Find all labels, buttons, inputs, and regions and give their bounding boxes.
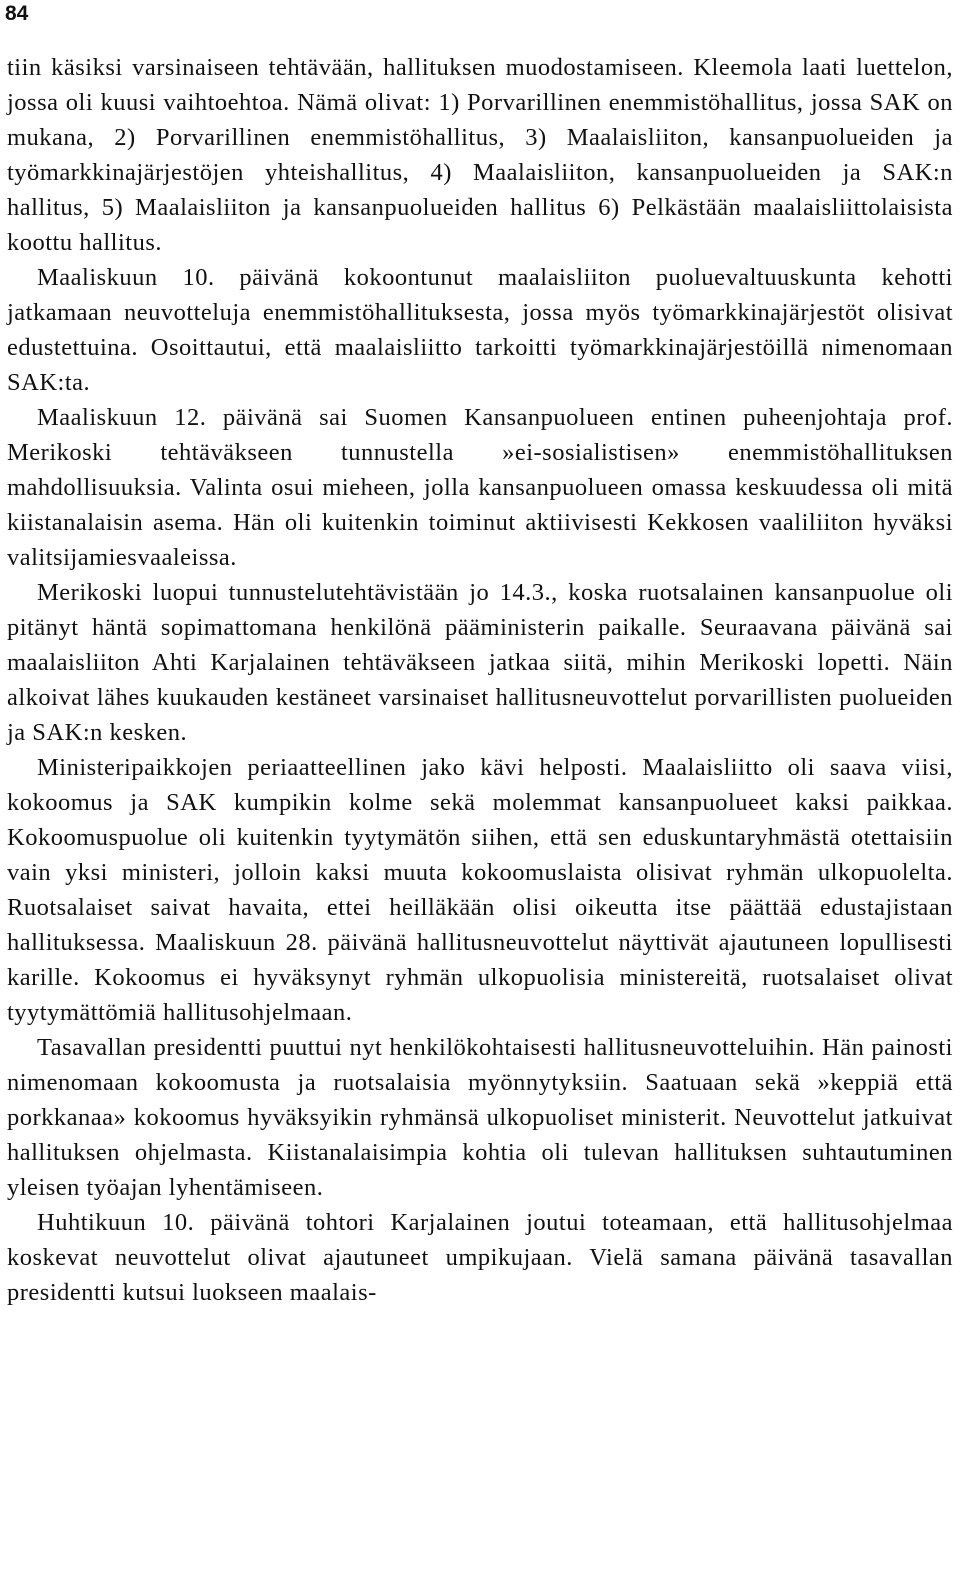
paragraph-6: Tasavallan presidentti puuttui nyt henkilökohtaisesti hallitusneuvotteluihin. Hän painosti nimenomaan kokoomusta ja ruotsalaisia myönnytyksiin. Saatuaan sekä »keppiä että porkkanaa» kokoomus hyväksyikin ryhmänsä ulkopuoliset ministerit. Neuvottelut jatkuivat hallituksen ohjelmasta. Kiistanalaisimpia kohtia oli tulevan hallituksen suhtautuminen yleisen työajan lyhentämiseen. xyxy=(7,1034,953,1201)
paragraph-3: Maaliskuun 12. päivänä sai Suomen Kansanpuolueen entinen puheenjohtaja prof. Merikoski tehtäväkseen tunnustella »ei-sosialistisen» enemmistöhallituksen mahdollisuuksia. Valinta osui mieheen, jolla kansanpuolueen omassa keskuudessa oli mitä kiistanalaisin asema. Hän oli kuitenkin toiminut aktiivisesti Kekkosen vaaliliiton hyväksi valitsijamiesvaaleissa. xyxy=(7,404,953,571)
paragraph-7: Huhtikuun 10. päivänä tohtori Karjalainen joutui toteamaan, että hallitusohjelmaa koskevat neuvottelut olivat ajautuneet umpikujaan. Vielä samana päivänä tasavallan presidentti kutsui luokseen maalais- xyxy=(7,1209,953,1306)
page-number: 84 xyxy=(5,2,29,25)
paragraph-5: Ministeripaikkojen periaatteellinen jako kävi helposti. Maalaisliitto oli saava viisi, kokoomus ja SAK kumpikin kolme sekä molemmat kansanpuolueet kaksi paikkaa. Kokoomuspuolue oli kuitenkin tyytymätön siihen, että sen eduskuntaryhmästä otettaisiin vain yksi ministeri, jolloin kaksi muuta kokoomuslaista olisivat ryhmän ulkopuolelta. Ruotsalaiset saivat havaita, ettei heilläkään olisi oikeutta itse päättää edustajistaan hallituksessa. Maaliskuun 28. päivänä hallitusneuvottelut näyttivät ajautuneen lopullisesti karille. Kokoomus ei hyväksynyt ryhmän ulkopuolisia ministereitä, ruotsalaiset olivat tyytymättömiä hallitusohjelmaan. xyxy=(7,754,953,1026)
paragraph-4: Merikoski luopui tunnustelutehtävistään jo 14.3., koska ruotsalainen kansanpuolue oli pitänyt häntä sopimattomana henkilönä pääministerin paikalle. Seuraavana päivänä sai maalaisliiton Ahti Karjalainen tehtäväkseen jatkaa siitä, mihin Merikoski lopetti. Näin alkoivat lähes kuukauden kestäneet varsinaiset hallitusneuvottelut porvarillisten puolueiden ja SAK:n kesken. xyxy=(7,579,953,746)
paragraph-1: tiin käsiksi varsinaiseen tehtävään, hallituksen muodostamiseen. Kleemola laati luettelon, jossa oli kuusi vaihtoehtoa. Nämä olivat: 1) Porvarillinen enemmistöhallitus, jossa SAK on mukana, 2) Porvarillinen enemmistöhallitus, 3) Maalaisliiton, kansanpuolueiden ja työmarkkinajärjestöjen yhteishallitus, 4) Maalaisliiton, kansanpuolueiden ja SAK:n hallitus, 5) Maalaisliiton ja kansanpuolueiden hallitus 6) Pelkästään maalaisliittolaisista koottu hallitus. xyxy=(7,54,953,256)
paragraph-2: Maaliskuun 10. päivänä kokoontunut maalaisliiton puoluevaltuuskunta kehotti jatkamaan neuvotteluja enemmistöhallituksesta, jossa myös työmarkkinajärjestöt olisivat edustettuina. Osoittautui, että maalaisliitto tarkoitti työmarkkinajärjestöillä nimenomaan SAK:ta. xyxy=(7,264,953,396)
body-text xyxy=(7,50,953,1310)
